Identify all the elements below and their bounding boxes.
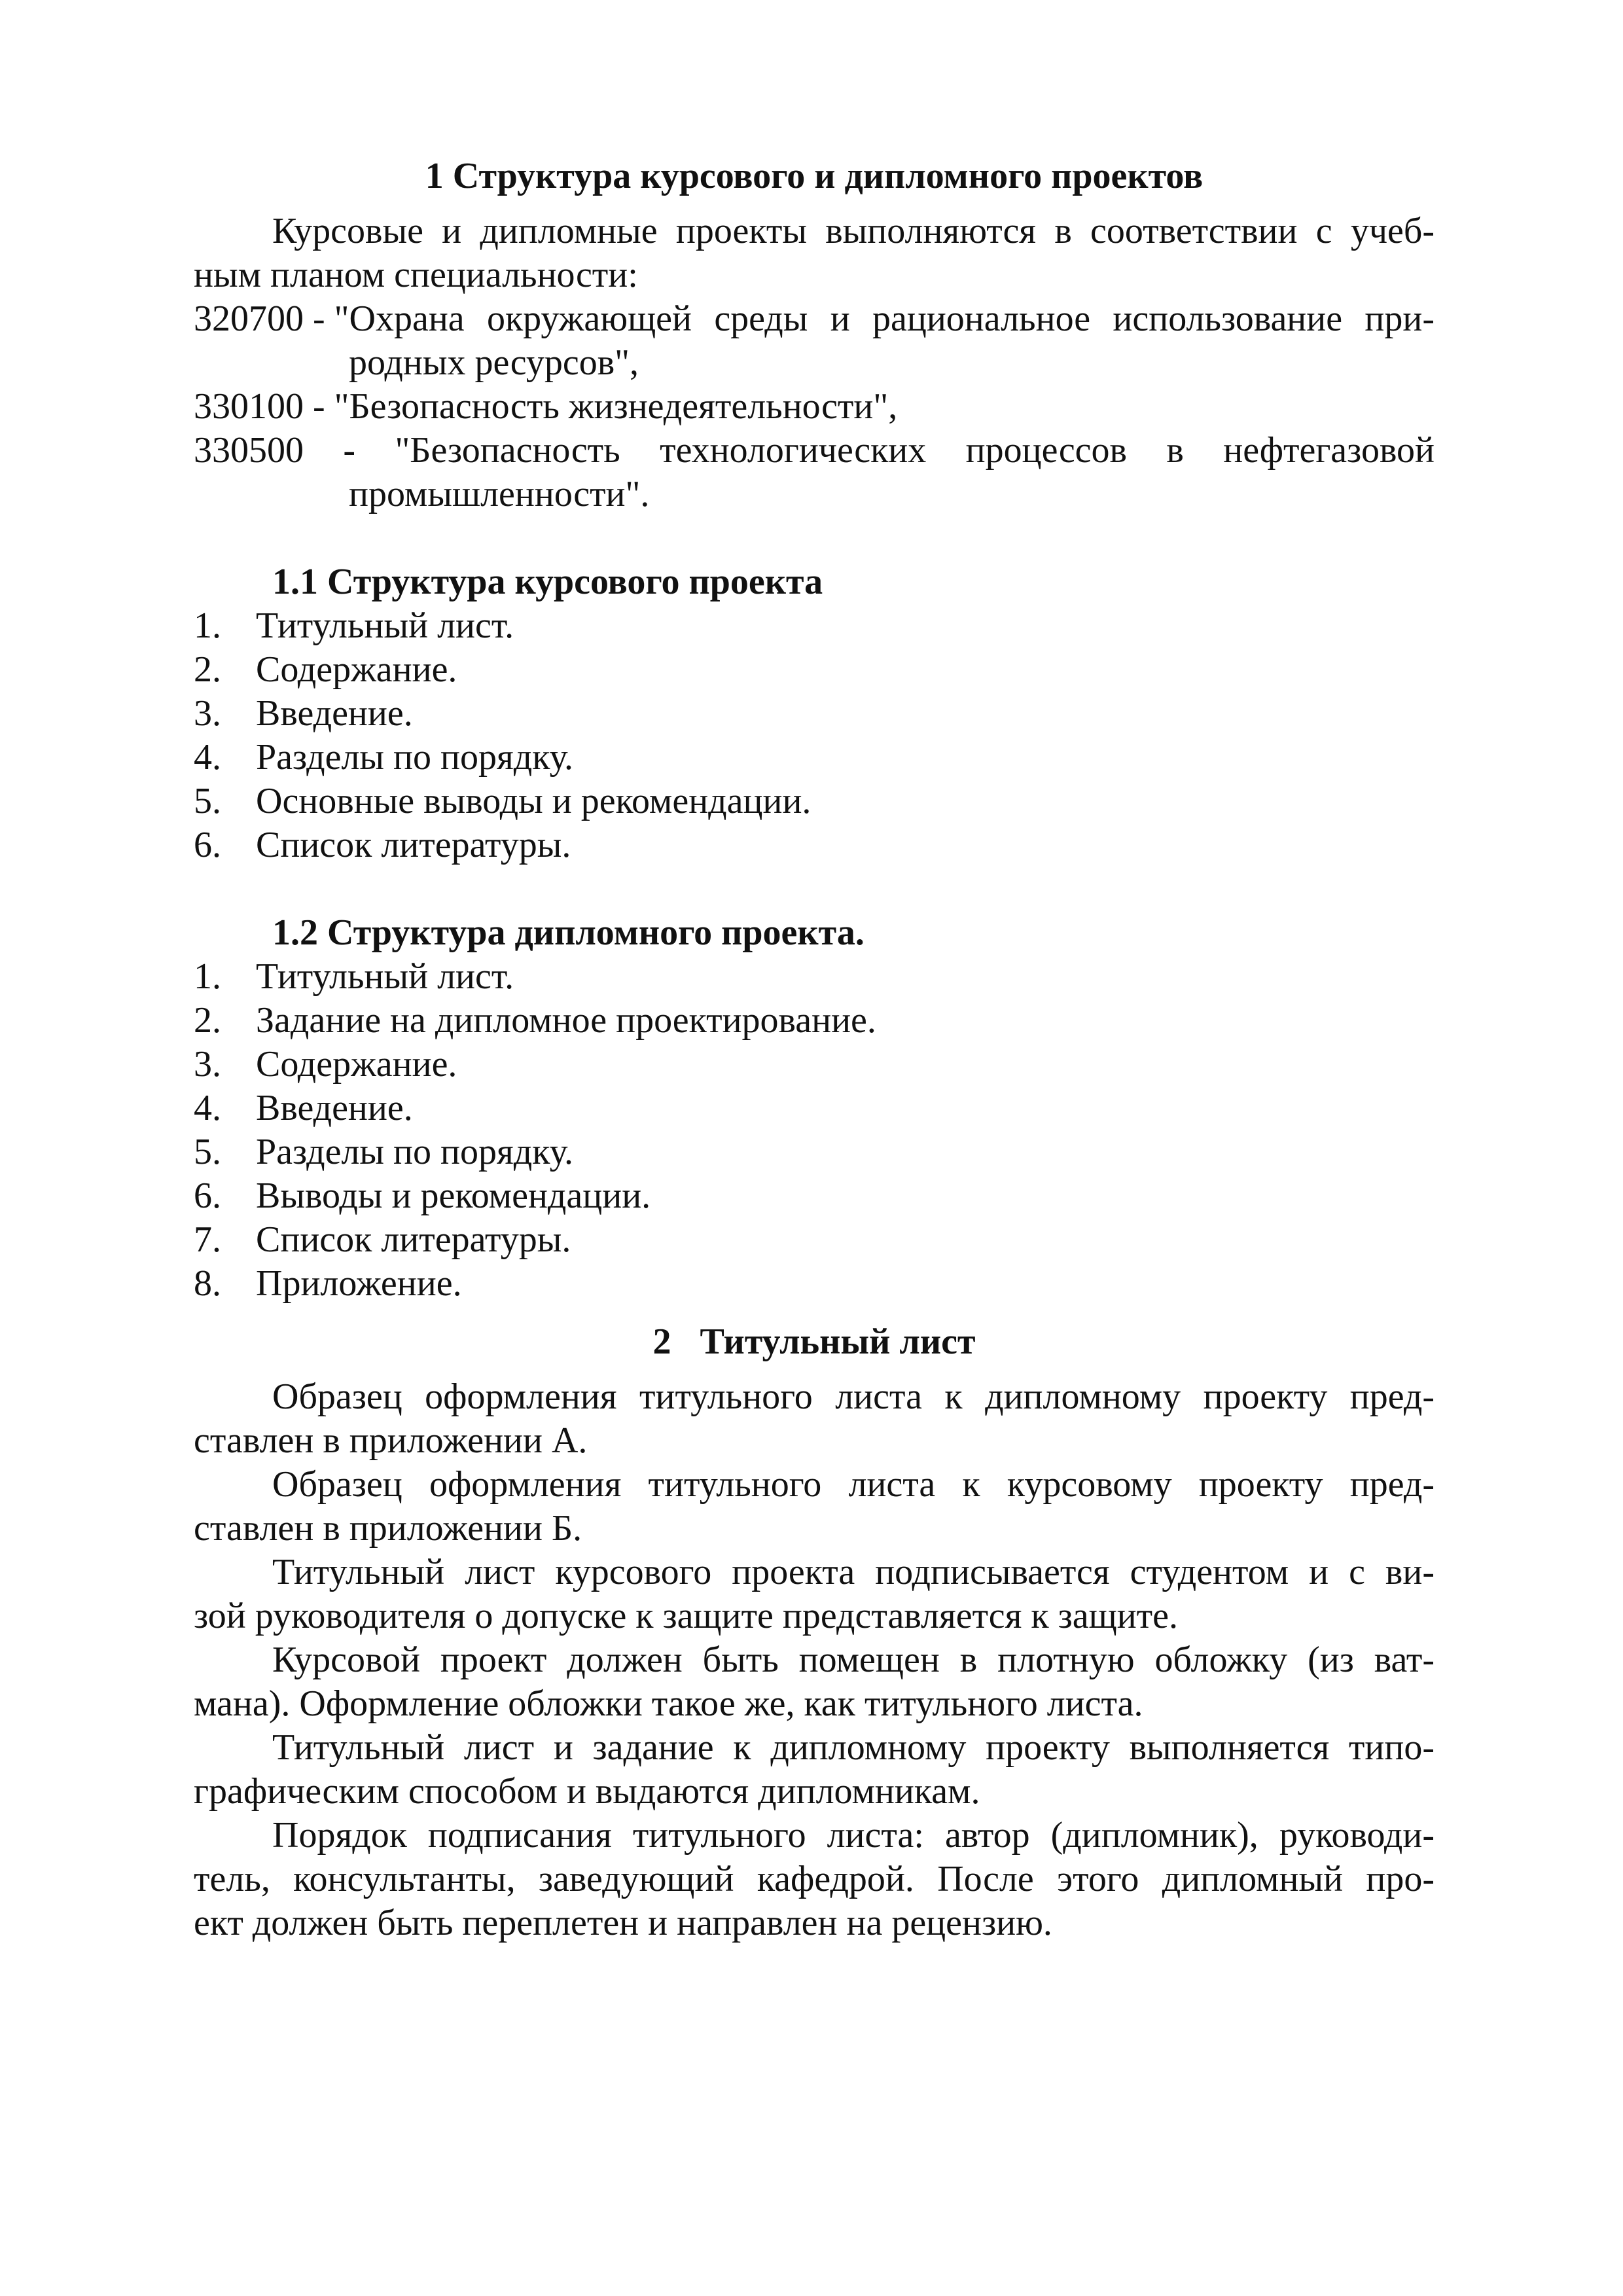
intro-line-1-text: Курсовые и дипломные проекты выполняются в соответствии с учеб-: [272, 211, 1435, 251]
paragraph-line-text: Образец оформления титульного листа к дипломному проекту пред-: [272, 1376, 1435, 1417]
list-item-text: Титульный лист.: [256, 956, 514, 997]
list-item: [194, 1174, 1435, 1218]
section-1-1-title: 1.1 Структура курсового проекта: [272, 562, 823, 602]
list-item: [194, 1130, 1435, 1174]
paragraph-line: [194, 1375, 1435, 1419]
paragraph-line: ект должен быть переплетен и направлен на рецензию.: [194, 1903, 1052, 1943]
paragraph-line: [194, 1726, 1435, 1770]
list-number: 7.: [194, 1219, 221, 1260]
list-item-text: Титульный лист.: [256, 605, 514, 646]
list-number: 6.: [194, 1175, 221, 1216]
paragraph-line-text: Курсовой проект должен быть помещен в плотную обложку (из ват-: [272, 1640, 1435, 1680]
list-item-text: Основные выводы и рекомендации.: [256, 781, 812, 821]
list-number: 1.: [194, 956, 221, 997]
list-item-text: Задание на дипломное проектирование.: [256, 1000, 876, 1041]
list-item: [194, 955, 1435, 999]
paragraph-line: [194, 1814, 1435, 1857]
section-2-paragraph: [194, 1638, 1435, 1726]
specialty-code: 330100 -: [194, 386, 334, 427]
list-number: 2.: [194, 1000, 221, 1041]
section-2-number: 2: [652, 1321, 671, 1362]
list-number: 1.: [194, 605, 221, 646]
list-item-text: Содержание.: [256, 649, 457, 690]
list-item: [194, 823, 1435, 867]
section-2-paragraph: [194, 1814, 1435, 1945]
specialty-word: процессов: [965, 430, 1127, 471]
list-item-text: Приложение.: [256, 1263, 462, 1304]
section-2-paragraph: [194, 1726, 1435, 1814]
paragraph-line: [194, 1638, 1435, 1682]
list-number: 6.: [194, 825, 221, 865]
specialty-word: -: [343, 430, 356, 471]
paragraph-line-text: тель, консультанты, заведующий кафедрой. После этого дипломный про-: [194, 1859, 1435, 1899]
list-item: [194, 1262, 1435, 1306]
list-item: [194, 692, 1435, 736]
paragraph-line: ставлен в приложении А.: [194, 1420, 588, 1461]
course-project-structure-list: [194, 604, 1435, 867]
specialty-word: технологических: [660, 430, 927, 471]
list-number: 8.: [194, 1263, 221, 1304]
section-2-title: [194, 1320, 1435, 1375]
paragraph-line-text: Порядок подписания титульного листа: автор (дипломник), руководи-: [272, 1815, 1435, 1856]
section-2-paragraph: [194, 1551, 1435, 1638]
list-item: [194, 1218, 1435, 1262]
specialty-330500-cont: промышленности".: [349, 474, 650, 514]
list-number: 4.: [194, 737, 221, 778]
section-1-title: 1 Структура курсового и дипломного проектов: [425, 156, 1204, 196]
list-item: [194, 604, 1435, 648]
section-2-title-text: Титульный лист: [700, 1321, 976, 1362]
list-number: 5.: [194, 1132, 221, 1172]
specialty-330100: [194, 385, 1435, 429]
specialty-text: "Безопасность жизнедеятельности",: [334, 386, 898, 427]
diploma-project-structure-list: [194, 955, 1435, 1306]
list-item: [194, 648, 1435, 692]
paragraph-line: [194, 1857, 1435, 1901]
list-item: [194, 1043, 1435, 1086]
list-number: 3.: [194, 693, 221, 734]
list-item-text: Список литературы.: [256, 1219, 571, 1260]
list-item: [194, 736, 1435, 780]
list-item-text: Список литературы.: [256, 825, 571, 865]
specialty-text: "Охрана окружающей среды и рациональное использование при-: [334, 298, 1435, 339]
list-item-text: Введение.: [256, 693, 413, 734]
specialty-320700: [194, 297, 1435, 341]
list-item: [194, 999, 1435, 1043]
paragraph-line: [194, 1463, 1435, 1507]
section-1-2-title: 1.2 Структура дипломного проекта.: [272, 912, 865, 953]
specialty-320700-cont: родных ресурсов",: [349, 342, 639, 383]
intro-paragraph-line-2: ным планом специальности:: [194, 255, 638, 295]
specialty-word: "Безопасность: [395, 430, 620, 471]
paragraph-line-text: Титульный лист и задание к дипломному проекту выполняется типо-: [272, 1727, 1435, 1768]
specialty-330500: [194, 429, 1435, 473]
paragraph-line-text: Образец оформления титульного листа к курсовому проекту пред-: [272, 1464, 1435, 1505]
list-number: 4.: [194, 1088, 221, 1128]
list-item: [194, 1086, 1435, 1130]
paragraph-line-text: Титульный лист курсового проекта подписывается студентом и с ви-: [272, 1552, 1435, 1592]
list-item-text: Введение.: [256, 1088, 413, 1128]
list-item-text: Разделы по порядку.: [256, 1132, 574, 1172]
section-2-paragraph: [194, 1375, 1435, 1463]
section-2-paragraph: [194, 1463, 1435, 1551]
specialty-word: в: [1166, 430, 1184, 471]
list-number: 2.: [194, 649, 221, 690]
list-number: 3.: [194, 1044, 221, 1085]
specialty-word: нефтегазовой: [1223, 430, 1435, 471]
paragraph-line: ставлен в приложении Б.: [194, 1508, 582, 1549]
list-item: [194, 780, 1435, 823]
specialty-code: 330500: [194, 430, 304, 471]
list-item-text: Содержание.: [256, 1044, 457, 1085]
list-item-text: Разделы по порядку.: [256, 737, 574, 778]
list-item-text: Выводы и рекомендации.: [256, 1175, 651, 1216]
paragraph-line: графическим способом и выдаются дипломникам.: [194, 1771, 980, 1812]
list-number: 5.: [194, 781, 221, 821]
page-content: [194, 154, 1435, 1945]
paragraph-line: [194, 1551, 1435, 1594]
specialty-code: 320700 -: [194, 298, 334, 339]
paragraph-line: мана). Оформление обложки такое же, как титульного листа.: [194, 1683, 1143, 1724]
paragraph-line: зой руководителя о допуске к защите представляется к защите.: [194, 1596, 1178, 1636]
intro-paragraph-line-1: [194, 209, 1435, 253]
